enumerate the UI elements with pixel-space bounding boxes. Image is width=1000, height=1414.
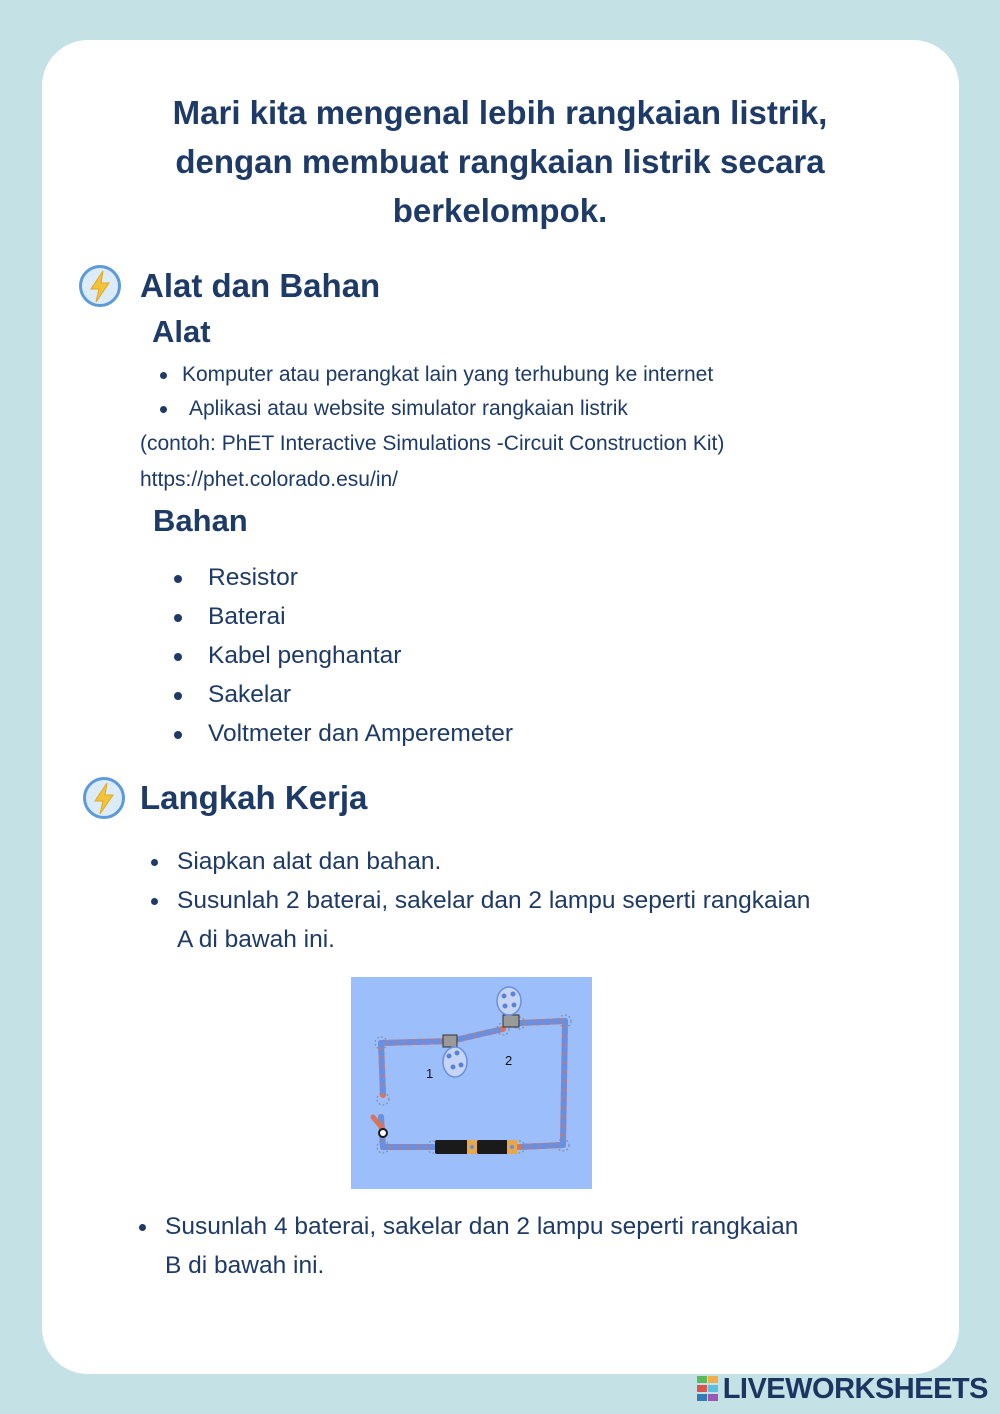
lightning-icon (82, 776, 126, 820)
bullet (160, 372, 167, 379)
bahan-item-4: Sakelar (208, 681, 292, 708)
bullet (174, 653, 182, 661)
bullet (151, 859, 158, 866)
bahan-item-5: Voltmeter dan Amperemeter (208, 720, 514, 747)
subheading-bahan: Bahan (153, 503, 248, 538)
step-3-continued: B di bawah ini. (165, 1252, 325, 1279)
bulb-label-1: 1 (426, 1066, 434, 1081)
lightning-icon (78, 264, 122, 308)
page-title (100, 88, 900, 235)
subheading-alat: Alat (152, 314, 211, 349)
section-heading-alat-dan-bahan: Alat dan Bahan (140, 267, 381, 304)
alat-item-2: Aplikasi atau website simulator rangkaian listrik (189, 397, 628, 420)
step-1: Siapkan alat dan bahan. (177, 848, 442, 875)
title-line-2: dengan membuat rangkaian listrik secara (175, 143, 825, 180)
bullet (160, 406, 167, 413)
bahan-item-2: Baterai (208, 603, 286, 630)
bullet (151, 898, 158, 905)
bullet (174, 575, 182, 583)
alat-item-1: Komputer atau perangkat lain yang terhubung ke internet (182, 363, 714, 386)
title-line-3: berkelompok. (392, 192, 608, 229)
circuit-drawing (351, 977, 592, 1189)
alat-note: (contoh: PhET Interactive Simulations -Circuit Construction Kit) (140, 432, 725, 455)
bullet (139, 1224, 146, 1231)
brand-name: LIVEWORKSHEETS (722, 1372, 988, 1405)
step-2: Susunlah 2 baterai, sakelar dan 2 lampu seperti rangkaian (177, 887, 811, 914)
title-line-1: Mari kita mengenal lebih rangkaian listrik, (172, 94, 828, 131)
step-3: Susunlah 4 baterai, sakelar dan 2 lampu seperti rangkaian (165, 1213, 799, 1240)
bullet (174, 692, 182, 700)
circuit-diagram-a (351, 977, 592, 1189)
bullet (174, 614, 182, 622)
bulb-label-2: 2 (505, 1053, 513, 1068)
brand-logo (697, 1371, 988, 1407)
bahan-item-1: Resistor (208, 564, 298, 591)
step-2-continued: A di bawah ini. (177, 926, 335, 953)
simulator-url: https://phet.colorado.esu/in/ (140, 468, 398, 491)
liveworksheets-logo-icon (697, 1376, 719, 1402)
bullet (174, 731, 182, 739)
section-heading-langkah-kerja: Langkah Kerja (140, 779, 368, 816)
bahan-item-3: Kabel penghantar (208, 642, 402, 669)
